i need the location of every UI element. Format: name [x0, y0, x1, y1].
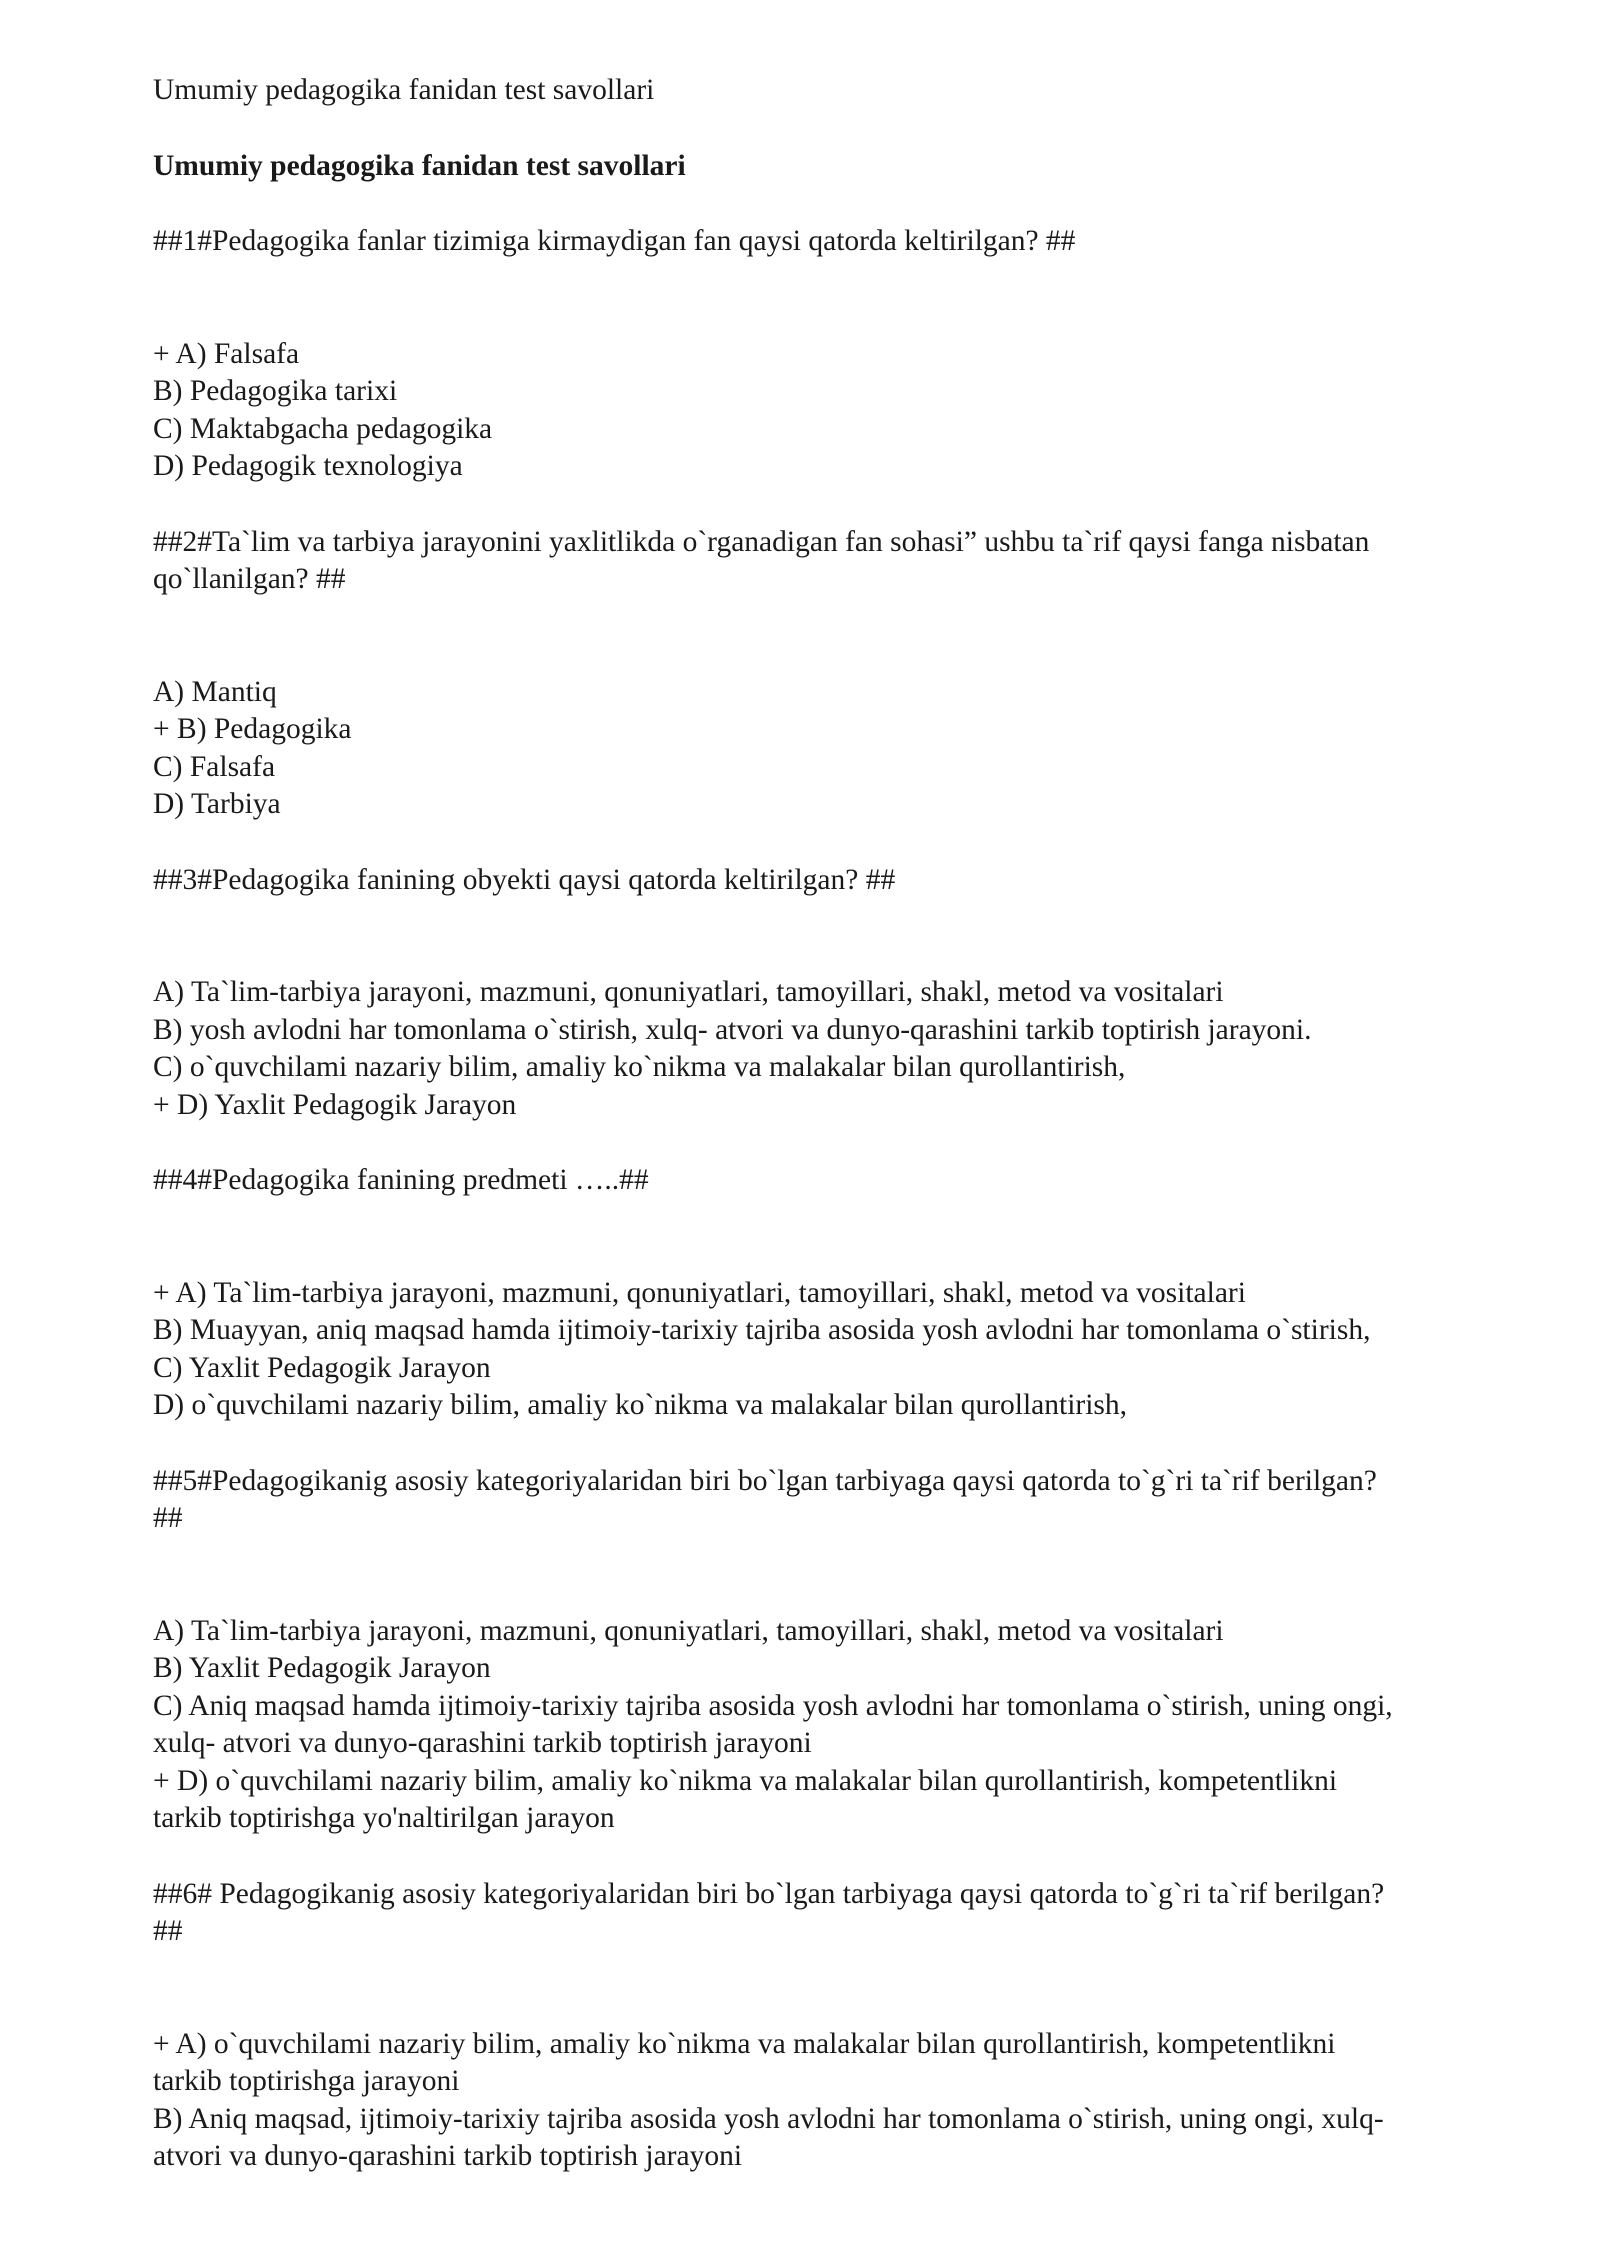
- answer-option: [153, 336, 1533, 374]
- document-heading: Umumiy pedagogika fanidan test savollari: [153, 149, 686, 182]
- answer-option-line: + D) Yaxlit Pedagogik Jarayon: [153, 1088, 517, 1121]
- answer-option-line: C) Maktabgacha pedagogika: [153, 412, 493, 445]
- answer-option-line: D) Pedagogik texnologiya: [153, 450, 463, 482]
- question-line: ##4#Pedagogika fanining predmeti …..##: [153, 1164, 649, 1196]
- answer-option-line: A) Mantiq: [153, 675, 277, 708]
- answer-option: [153, 1387, 1533, 1425]
- question-line: ##3#Pedagogika fanining obyekti qaysi qatorda keltirilgan? ##: [153, 863, 896, 896]
- question-line: ##: [153, 1502, 183, 1534]
- answer-options: [153, 1613, 1533, 1838]
- question-text: [153, 1463, 1533, 1538]
- answer-option: [153, 974, 1533, 1012]
- answer-option-line: B) Pedagogika tarixi: [153, 375, 398, 407]
- answer-option: [153, 448, 1533, 486]
- answer-option: [153, 1275, 1533, 1313]
- answer-option-line: atvori va dunyo-qarashini tarkib toptirish jarayoni: [153, 2140, 743, 2172]
- answer-option-line: + D) o`quvchilami nazariy bilim, amaliy ko`nikma va malakalar bilan qurollantirish, kompetentlikni: [153, 1764, 1338, 1797]
- question-block: [153, 223, 1533, 486]
- answer-option-line: D) o`quvchilami nazariy bilim, amaliy ko`nikma va malakalar bilan qurollantirish,: [153, 1389, 1128, 1421]
- answer-option: [153, 1350, 1533, 1388]
- question-text: [153, 524, 1533, 599]
- answer-option-line: + A) o`quvchilami nazariy bilim, amaliy ko`nikma va malakalar bilan qurollantirish, kompetentlikni: [153, 2027, 1336, 2060]
- answer-option-line: C) Aniq maqsad hamda ijtimoiy-tarixiy tajriba asosida yosh avlodni har tomonlama o`stirish, uning ongi,: [153, 1689, 1393, 1722]
- question-line: ##5#Pedagogikanig asosiy kategoriyalaridan biri bo`lgan tarbiyaga qaysi qatorda to`g`ri ta`rif berilgan?: [153, 1464, 1377, 1497]
- answer-option: [153, 674, 1533, 712]
- document-title: Umumiy pedagogika fanidan test savollari: [153, 74, 655, 106]
- answer-option: [153, 1650, 1533, 1688]
- question-block: [153, 1162, 1533, 1425]
- question-list: [153, 223, 1533, 2176]
- answer-option: [153, 1087, 1533, 1125]
- question-line: ##6# Pedagogikanig asosiy kategoriyalaridan biri bo`lgan tarbiyaga qaysi qatorda to`g`ri ta`rif berilgan?: [153, 1877, 1385, 1910]
- question-line: ##1#Pedagogika fanlar tizimiga kirmaydigan fan qaysi qatorda keltirilgan? ##: [153, 225, 1076, 257]
- answer-option: [153, 411, 1533, 449]
- answer-option-line: + A) Falsafa: [153, 337, 300, 370]
- question-line: qo`llanilgan? ##: [153, 563, 346, 595]
- answer-option: [153, 2026, 1533, 2101]
- answer-options: [153, 2026, 1533, 2176]
- document-page: [153, 72, 1533, 2214]
- question-line: ##: [153, 1915, 183, 1947]
- answer-option-line: tarkib toptirishga yo'naltirilgan jarayon: [153, 1802, 615, 1834]
- answer-option-line: D) Tarbiya: [153, 788, 281, 820]
- answer-option-line: xulq- atvori va dunyo-qarashini tarkib toptirish jarayoni: [153, 1727, 812, 1759]
- answer-option: [153, 1763, 1533, 1838]
- answer-option-line: B) Aniq maqsad, ijtimoiy-tarixiy tajriba asosida yosh avlodni har tomonlama o`stirish, uning ongi, xulq-: [153, 2102, 1384, 2135]
- answer-option: [153, 711, 1533, 749]
- answer-option: [153, 749, 1533, 787]
- answer-option: [153, 373, 1533, 411]
- question-text: [153, 223, 1533, 261]
- answer-options: [153, 336, 1533, 486]
- answer-option-line: C) Falsafa: [153, 750, 276, 783]
- question-block: [153, 524, 1533, 824]
- answer-option-line: C) Yaxlit Pedagogik Jarayon: [153, 1351, 491, 1384]
- answer-options: [153, 674, 1533, 824]
- answer-options: [153, 1275, 1533, 1425]
- answer-option-line: B) yosh avlodni har tomonlama o`stirish, xulq- atvori va dunyo-qarashini tarkib toptirish jarayoni.: [153, 1013, 1312, 1046]
- question-block: [153, 1463, 1533, 1838]
- answer-option-line: + A) Ta`lim-tarbiya jarayoni, mazmuni, qonuniyatlari, tamoyillari, shakl, metod va vositalari: [153, 1276, 1246, 1309]
- answer-option-line: + B) Pedagogika: [153, 713, 352, 745]
- question-text: [153, 862, 1533, 900]
- question-block: [153, 862, 1533, 1125]
- question-block: [153, 1876, 1533, 2176]
- question-text: [153, 1162, 1533, 1200]
- answer-option: [153, 1312, 1533, 1350]
- answer-option: [153, 1012, 1533, 1050]
- answer-option-line: C) o`quvchilami nazariy bilim, amaliy ko`nikma va malakalar bilan qurollantirish,: [153, 1051, 1126, 1083]
- answer-option-line: A) Ta`lim-tarbiya jarayoni, mazmuni, qonuniyatlari, tamoyillari, shakl, metod va vositalari: [153, 976, 1224, 1008]
- answer-option-line: B) Muayyan, aniq maqsad hamda ijtimoiy-tarixiy tajriba asosida yosh avlodni har tomonlama o`stirish,: [153, 1314, 1371, 1346]
- question-line: ##2#Ta`lim va tarbiya jarayonini yaxlitlikda o`rganadigan fan sohasi” ushbu ta`rif qaysi fanga nisbatan: [153, 525, 1370, 558]
- answer-option-line: A) Ta`lim-tarbiya jarayoni, mazmuni, qonuniyatlari, tamoyillari, shakl, metod va vositalari: [153, 1614, 1224, 1647]
- answer-option-line: B) Yaxlit Pedagogik Jarayon: [153, 1652, 491, 1684]
- answer-option: [153, 1688, 1533, 1763]
- answer-option-line: tarkib toptirishga jarayoni: [153, 2065, 460, 2097]
- answer-option: [153, 2101, 1533, 2176]
- answer-options: [153, 974, 1533, 1124]
- answer-option: [153, 1049, 1533, 1087]
- answer-option: [153, 786, 1533, 824]
- answer-option: [153, 1613, 1533, 1651]
- question-text: [153, 1876, 1533, 1951]
